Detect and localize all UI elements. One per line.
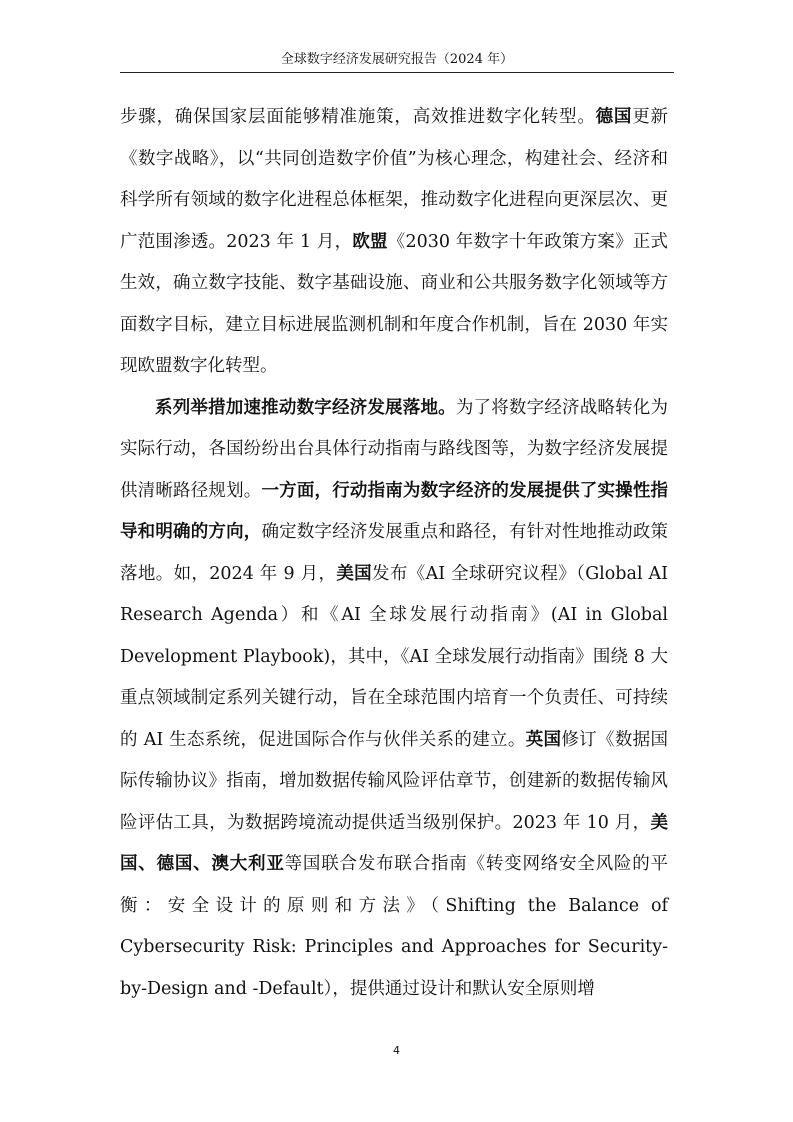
header-rule — [120, 72, 674, 73]
text-segment: 确定数字经济发展重点和路径，有针对性地推动政策落地。如，2024 年 9 月， — [120, 522, 669, 584]
text-segment: 《2030 年数字十年政策方案》正式生效，确立数字技能、数字基础设施、商业和公共服务数字化领域等方面数字目标，建立目标进展监测机制和年度合作机制，旨在 2030 年实现欧盟数字化转型。 — [120, 231, 669, 376]
bold-text-segment: 美国、德国、澳大利亚 — [120, 812, 668, 874]
running-header: 全球数字经济发展研究报告（2024 年） — [280, 52, 514, 67]
bold-text-segment: 德国 — [595, 107, 633, 127]
bold-text-segment: 一方面，行动指南为数字经济的发展提供了实操性指导和明确的方向， — [120, 480, 669, 542]
text-segment: 修订《数据国际传输协议》指南，增加数据传输风险评估章节，创建新的数据传输风险评估工具，为数据跨境流动提供适当级别保护。2023 年 10 月， — [120, 729, 668, 833]
text-segment: 为了将数字经济战略转化为实际行动，各国纷纷出台具体行动指南与路线图等，为数字经济发展提供清晰路径规划。 — [120, 397, 669, 501]
bold-text-segment: 系列举措加速推动数字经济发展落地。 — [155, 397, 456, 418]
page-number: 4 — [393, 1044, 400, 1057]
text-segment: 步骤，确保国家层面能够精准施策，高效推进数字化转型。 — [120, 107, 596, 127]
text-segment: 等国联合发布联合指南《转变网络安全风险的平衡：安全设计的原则和方法》（Shifting the Balance of Cybersecurity Risk: Principles and Approaches for Security-by-Design and -Default），提供通过设计和默认安全原则增 — [120, 854, 669, 999]
body-text — [120, 97, 668, 1010]
bold-text-segment: 美国 — [336, 563, 373, 584]
bold-text-segment: 欧盟 — [352, 231, 388, 252]
text-segment: 更新《数字战略》，以“共同创造数字价值”为核心理念，构建社会、经济和科学所有领域的数字化进程总体框架，推动数字化进程向更深层次、更广范围渗透。2023 年 1 月， — [120, 107, 669, 252]
bold-text-segment: 英国 — [525, 729, 562, 750]
text-segment: 发布《AI 全球研究议程》（Global AI Research Agenda）和《AI 全球发展行动指南》(AI in Global Development Playbook)，其中，《AI 全球发展行动指南》围绕 8 大重点领域制定系列关键行动，旨在全球范围内培育一个负责任、可持续的 AI 生态系统，促进国际合作与伙伴关系的建立。 — [120, 563, 669, 750]
paragraph — [120, 97, 668, 388]
paragraph — [120, 388, 668, 1011]
